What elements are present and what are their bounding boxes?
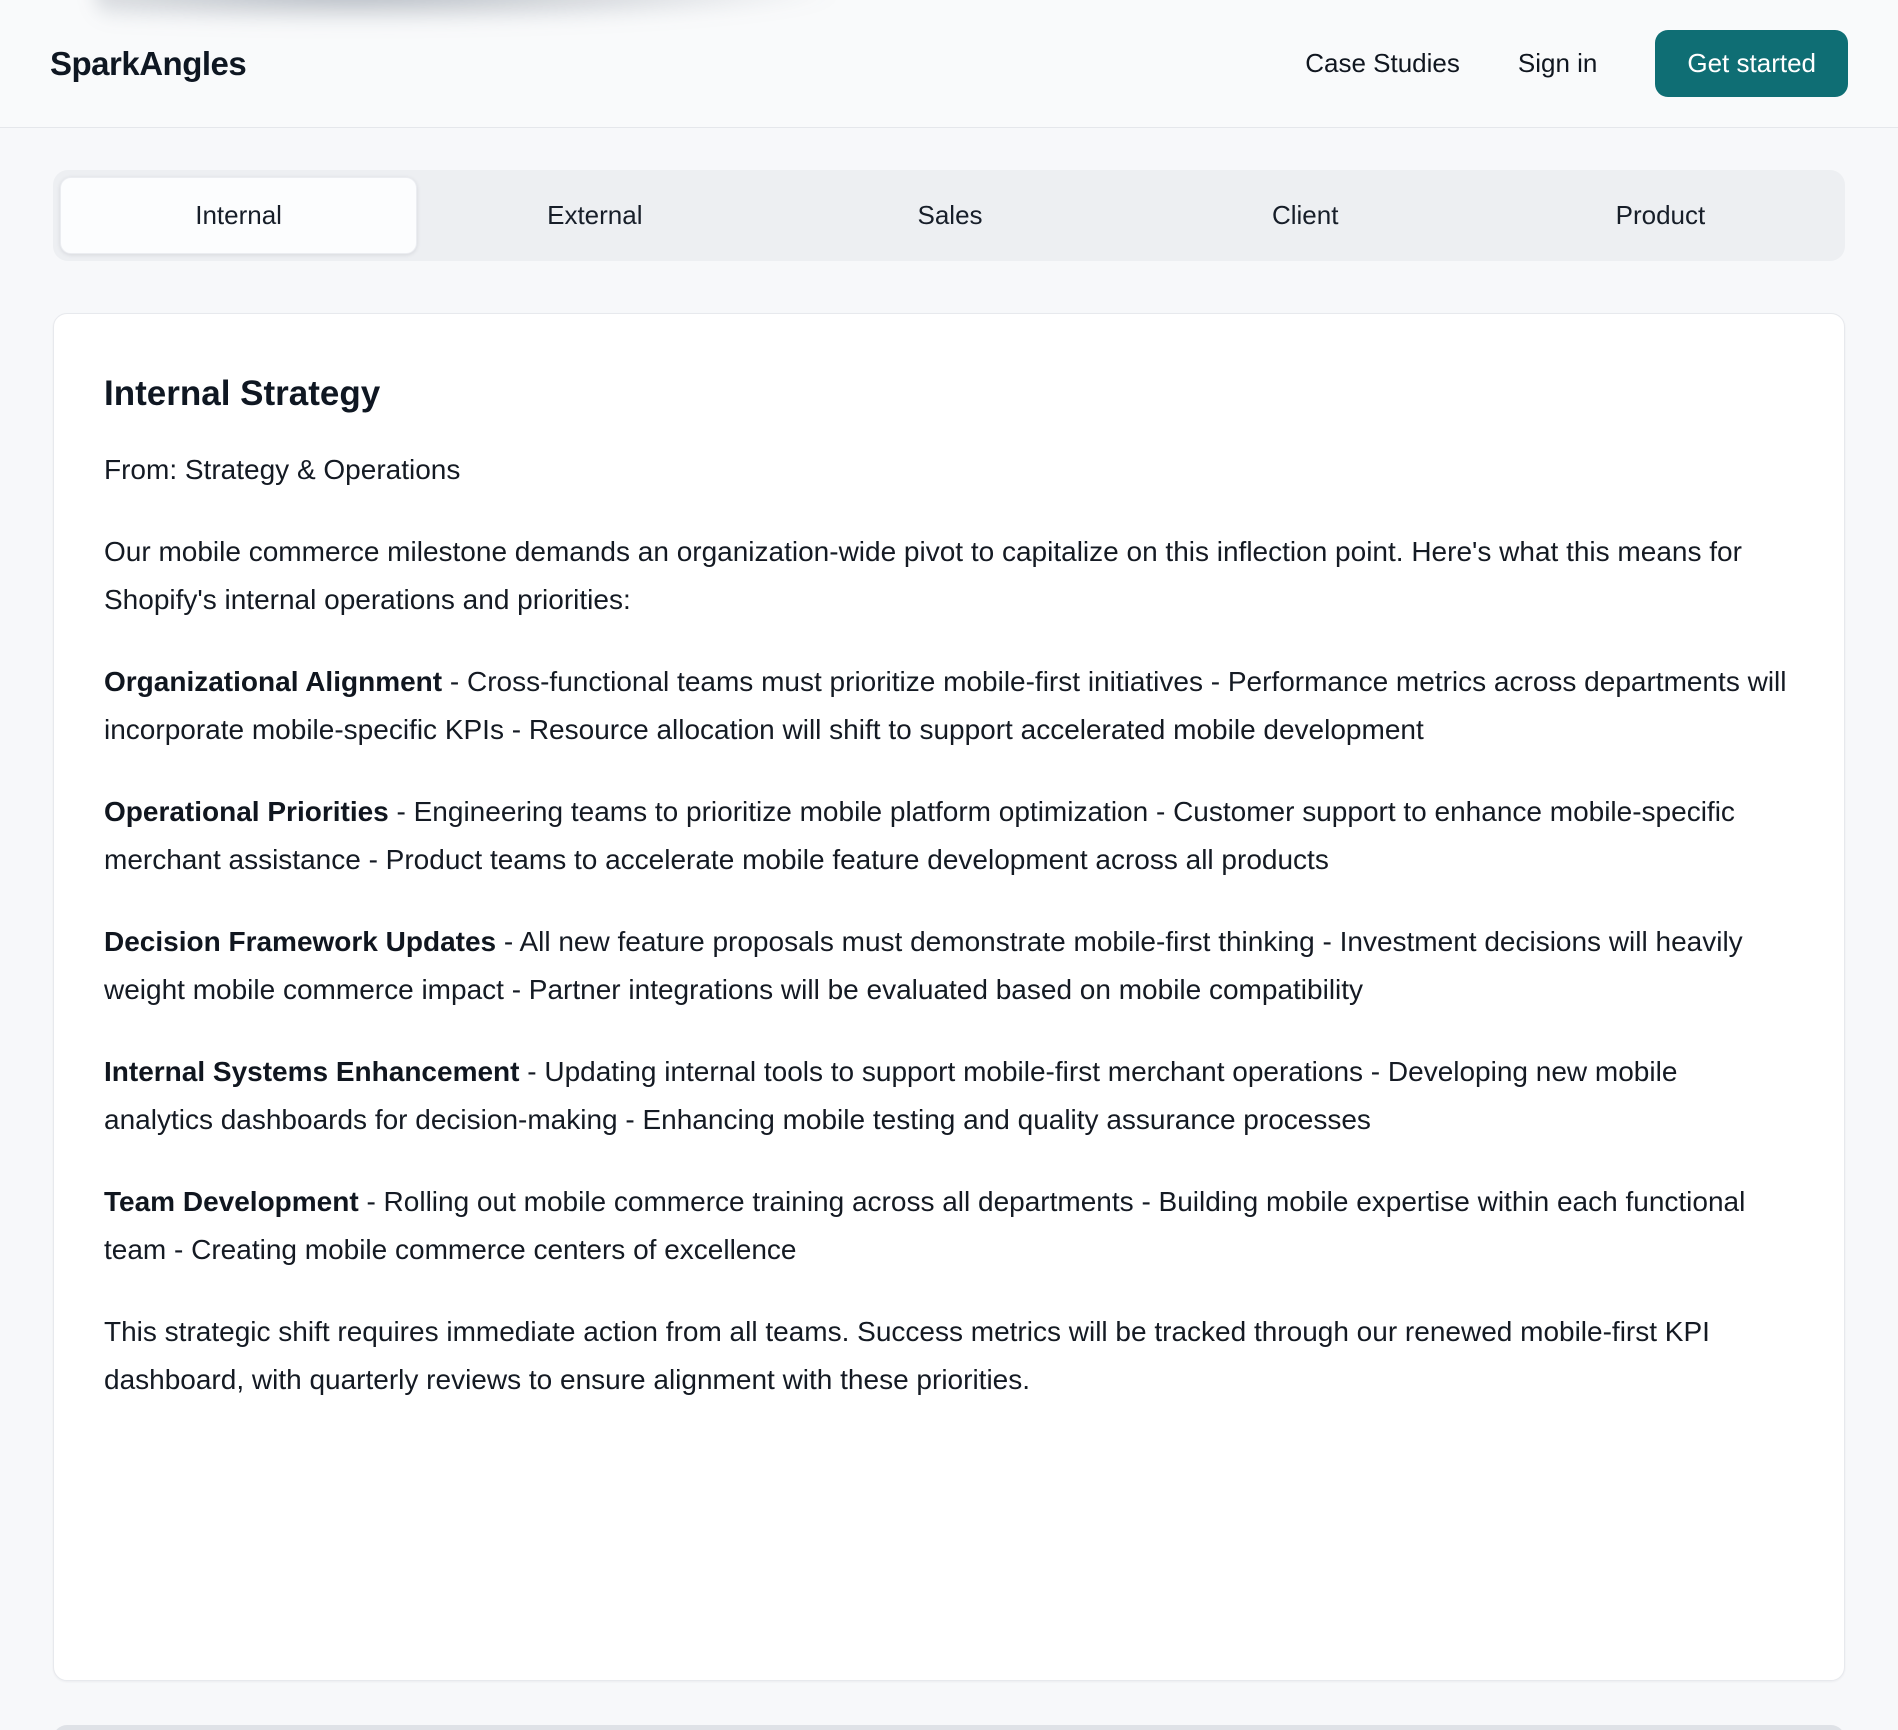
section-body: - All new feature proposals must demonstrate mobile-first thinking - Investment decisions will heavily weight mobile commerce impact - Partner integrations will be evaluated based on mobile compatibility: [104, 926, 1743, 1005]
perspective-tabbar: [53, 170, 1845, 261]
section-paragraph-internal-systems-enhancement: [104, 1048, 1794, 1144]
top-scroll-shadow: [95, 0, 835, 24]
intro-paragraph: Our mobile commerce milestone demands an organization-wide pivot to capitalize on this inflection point. Here's what this means for Shopify's internal operations and priorities:: [104, 536, 1742, 615]
closing-paragraph: This strategic shift requires immediate action from all teams. Success metrics will be tracked through our renewed mobile-first KPI dashboard, with quarterly reviews to ensure alignment with these priorities.: [104, 1316, 1710, 1395]
page-main: [0, 170, 1898, 1681]
header-nav: [1305, 30, 1848, 97]
nav-link-case-studies[interactable]: Case Studies: [1305, 48, 1460, 78]
tab-client[interactable]: Client: [1271, 200, 1339, 230]
card-title: Internal Strategy: [104, 374, 381, 413]
section-body: - Cross-functional teams must prioritize mobile-first initiatives - Performance metrics across departments will incorporate mobile-specific KPIs - Resource allocation will shift to support accelerated mobile development: [104, 666, 1787, 745]
tab-sales[interactable]: Sales: [917, 200, 983, 230]
section-paragraph-organizational-alignment: [104, 658, 1794, 754]
get-started-button[interactable]: Get started: [1655, 30, 1848, 97]
section-body: - Engineering teams to prioritize mobile platform optimization - Customer support to enhance mobile-specific merchant assistance - Product teams to accelerate mobile feature development across all products: [104, 796, 1735, 875]
from-line: From: Strategy & Operations: [104, 454, 461, 485]
section-heading: Operational Priorities: [104, 796, 389, 827]
section-body: - Updating internal tools to support mobile-first merchant operations - Developing new mobile analytics dashboards for decision-making - Enhancing mobile testing and quality assurance processes: [104, 1056, 1678, 1135]
strategy-card: [53, 313, 1845, 1681]
next-section-peek: [53, 1725, 1845, 1730]
nav-link-sign-in[interactable]: Sign in: [1517, 48, 1598, 78]
section-heading: Organizational Alignment: [104, 666, 443, 697]
section-heading: Decision Framework Updates: [104, 926, 497, 957]
section-paragraph-operational-priorities: [104, 788, 1794, 884]
tab-product[interactable]: Product: [1615, 200, 1706, 230]
app-header: [0, 0, 1898, 128]
section-paragraph-decision-framework-updates: [104, 918, 1794, 1014]
app-logo[interactable]: SparkAngles: [50, 44, 247, 82]
section-heading: Internal Systems Enhancement: [104, 1056, 520, 1087]
tab-external[interactable]: External: [547, 200, 643, 230]
section-body: - Rolling out mobile commerce training across all departments - Building mobile expertise within each functional team - Creating mobile commerce centers of excellence: [104, 1186, 1746, 1265]
section-heading: Team Development: [104, 1186, 359, 1217]
section-paragraph-team-development: [104, 1178, 1794, 1274]
tab-internal[interactable]: Internal: [60, 177, 417, 254]
